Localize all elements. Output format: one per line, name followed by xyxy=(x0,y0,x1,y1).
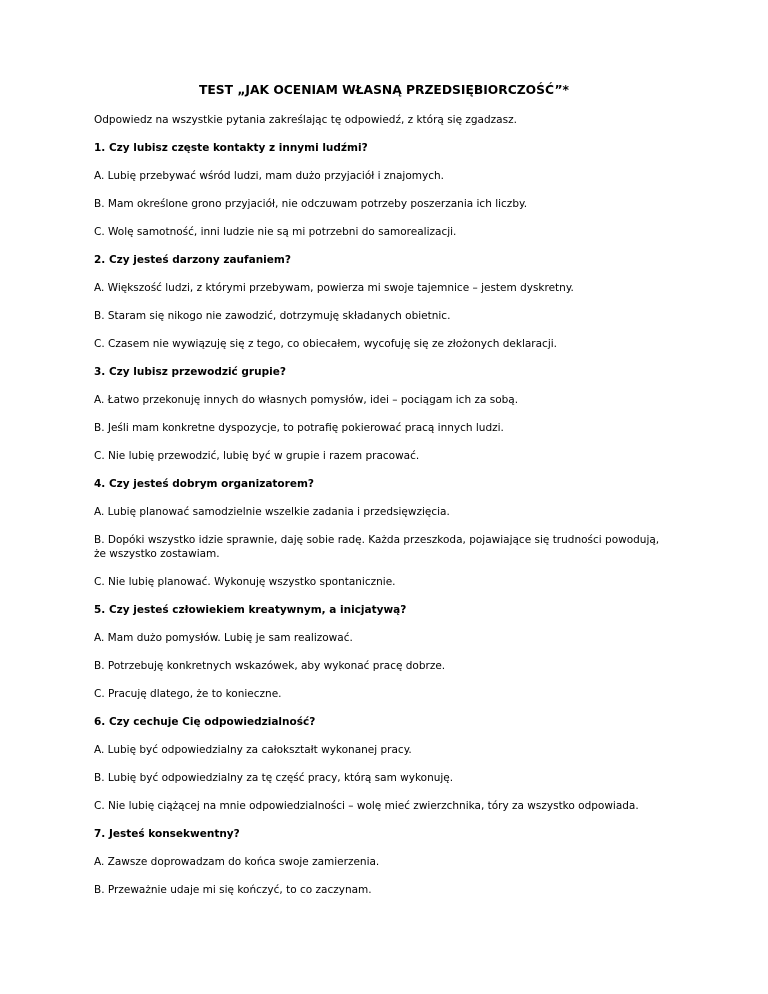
answer-option: A. Mam dużo pomysłów. Lubię je sam realizować. xyxy=(94,632,353,644)
answer-option: B. Potrzebuję konkretnych wskazówek, aby wykonać pracę dobrze. xyxy=(94,660,446,672)
question-block xyxy=(94,603,674,701)
question-block xyxy=(94,477,674,589)
question-heading: 7. Jesteś konsekwentny? xyxy=(94,828,240,840)
answer-option: A. Łatwo przekonuję innych do własnych pomysłów, idei – pociągam ich za sobą. xyxy=(94,394,519,406)
question-block xyxy=(94,715,674,813)
answer-option: B. Przeważnie udaje mi się kończyć, to co zaczynam. xyxy=(94,884,372,896)
question-block xyxy=(94,253,674,351)
document-title: TEST „JAK OCENIAM WŁASNĄ PRZEDSIĘBIORCZOŚĆ”* xyxy=(199,83,569,97)
question-block xyxy=(94,141,674,239)
answer-option: C. Wolę samotność, inni ludzie nie są mi potrzebni do samorealizacji. xyxy=(94,226,457,238)
answer-option: B. Mam określone grono przyjaciół, nie odczuwam potrzeby poszerzania ich liczby. xyxy=(94,198,528,210)
answer-option: C. Czasem nie wywiązuję się z tego, co obiecałem, wycofuję się ze złożonych deklaracji. xyxy=(94,338,558,350)
answer-option: B. Lubię być odpowiedzialny za tę część pracy, którą sam wykonuję. xyxy=(94,772,454,784)
question-block xyxy=(94,365,674,463)
question-heading: 2. Czy jesteś darzony zaufaniem? xyxy=(94,254,291,266)
answer-option: B. Dopóki wszystko idzie sprawnie, daję sobie radę. Każda przeszkoda, pojawiające się trudności powodują, że wszystko zostawiam. xyxy=(94,534,660,560)
question-block xyxy=(94,827,674,897)
answer-option: A. Lubię planować samodzielnie wszelkie zadania i przedsięwzięcia. xyxy=(94,506,450,518)
question-heading: 4. Czy jesteś dobrym organizatorem? xyxy=(94,478,314,490)
answer-option: C. Nie lubię ciążącej na mnie odpowiedzialności – wolę mieć zwierzchnika, tóry za wszystko odpowiada. xyxy=(94,800,639,812)
answer-option: A. Lubię być odpowiedzialny za całokształt wykonanej pracy. xyxy=(94,744,412,756)
question-heading: 1. Czy lubisz częste kontakty z innymi ludźmi? xyxy=(94,142,368,154)
answer-option: C. Nie lubię przewodzić, lubię być w grupie i razem pracować. xyxy=(94,450,420,462)
question-heading: 5. Czy jesteś człowiekiem kreatywnym, a inicjatywą? xyxy=(94,604,407,616)
answer-option: A. Większość ludzi, z którymi przebywam, powierza mi swoje tajemnice – jestem dyskretny. xyxy=(94,282,574,294)
question-heading: 3. Czy lubisz przewodzić grupie? xyxy=(94,366,286,378)
answer-option: A. Lubię przebywać wśród ludzi, mam dużo przyjaciół i znajomych. xyxy=(94,170,444,182)
question-heading: 6. Czy cechuje Cię odpowiedzialność? xyxy=(94,716,316,728)
answer-option: C. Pracuję dlatego, że to konieczne. xyxy=(94,688,282,700)
answer-option: B. Jeśli mam konkretne dyspozycje, to potrafię pokierować pracą innych ludzi. xyxy=(94,422,504,434)
answer-option: B. Staram się nikogo nie zawodzić, dotrzymuję składanych obietnic. xyxy=(94,310,451,322)
answer-option: C. Nie lubię planować. Wykonuję wszystko spontanicznie. xyxy=(94,576,396,588)
answer-option: A. Zawsze doprowadzam do końca swoje zamierzenia. xyxy=(94,856,380,868)
instructions-text: Odpowiedz na wszystkie pytania zakreślając tę odpowiedź, z którą się zgadzasz. xyxy=(94,114,517,126)
